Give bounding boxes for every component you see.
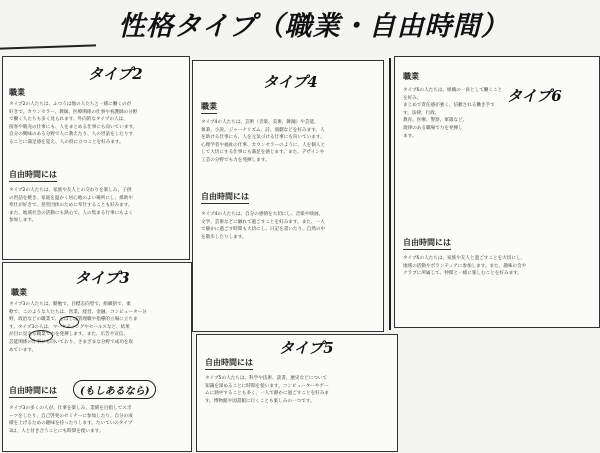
type6-panel: [394, 56, 600, 328]
type3-job-heading: 職業: [11, 288, 27, 297]
type3-label: タイプ3: [75, 269, 130, 287]
type3-free-note: (もしあるなら): [73, 380, 156, 399]
type2-label: タイプ2: [88, 65, 143, 83]
type2-free-text: タイプ2の人たちは、家族や友人との交わりを楽しみ、子供 の世話を焼き、家庭を温かく居心地のよい場所にし、援助や 奉仕が好きで、慈善団体のために奉仕することも好みます。 また、地域社会の活動にも熱心で、人の集まる行事にもよく 参加します。: [9, 188, 133, 224]
type4-job-text: タイプ4の人たちは、芸術（音楽、美術、舞踊）や芸能、 執筆、小説、ジャーナリズム、詩、演劇などを好みます。人 を助ける仕事にも、人を元気づける仕事にも向いています。 心理学者や福祉の仕事、カウンセラーのように、人を個人と して大切にする仕事にも満足を感じます。また、デザインや 工芸の分野でも力を発揮します。: [201, 120, 326, 163]
type4-label: タイプ4: [263, 73, 318, 91]
type2-free-heading: 自由時間には: [9, 169, 57, 182]
type3-job-text: タイプ3の人たちは、勤勉で、目標志向型で、組織的で、柔 軟で、このような人たちは、営業、経営、金融、コンピューター分 野、政治などの職業で、しばしば管理職や指導的立場に立ちま す。タイプ3の人は、マーケティングやセールスなど、結果 が目に見える職業で力を発揮します。また、広告や宣伝、 芸能関係の仕事にも向いており、さまざまな分野で成功を収 めています。: [9, 302, 147, 353]
type4-free-text: タイプ4の人たちは、自分の感情を大切にし、音楽や映画、 文学、芸術などに触れて過ごすことを好みます。また、一人 で静かに過ごす時間も大切にし、日記を書いたり、自然の中 を散歩したりします。: [201, 212, 326, 240]
type4-panel: [192, 60, 384, 332]
type3-panel: [2, 262, 192, 452]
handdrawn-divider: [389, 58, 391, 330]
type6-job-heading: 職業: [403, 72, 419, 81]
type5-label: タイプ5: [279, 339, 334, 357]
type3-free-text: タイプ3の多くの人が、仕事を楽しみ、業績を目指してスポ ーツをしたり、自己啓発のセミナーに参加したり、自分の成 績を上げるための趣味を持ったりします。たいていのタイプ 3は、人と付き合うことにも時間を使います。: [9, 406, 133, 434]
type2-job-text: タイプ2の人たちは、ふつうは他の人たちと一緒に働くのが 好きで、カウンセラー、教師、医療関係の仕事や看護師の分野 で働く人たちも多く見られます。外向的なタイプの人は、 接客や販売の仕事にも、人をまとめる仕事にも向いています。 自分の興味のある分野で人に教えたり、人の世話をしたりす ることに満足感を覚え、人の役に立つことを好みます。: [9, 102, 138, 145]
type2-job-heading: 職業: [9, 88, 25, 97]
type5-panel: [196, 334, 398, 452]
type6-free-heading: 自由時間には: [403, 237, 451, 250]
title-underline: [0, 44, 96, 49]
page-title: 性格タイプ（職業・自由時間）: [118, 11, 509, 42]
circled-word-mark: [29, 330, 53, 342]
circled-word-mark: [59, 316, 79, 328]
type3-free-heading: 自由時間には: [9, 385, 57, 398]
type4-job-heading: 職業: [201, 101, 217, 114]
type2-panel: [2, 56, 190, 260]
type6-label: タイプ6: [507, 87, 562, 105]
type4-free-heading: 自由時間には: [201, 191, 249, 204]
type6-job-text: タイプ6の人たちは、組織の一員として働くことを好み、 まじめで責任感が強く、信頼される働き手です。法律、行政、 教育、医療、警察、軍隊など、 規律のある職場で力を発揮し ます。: [403, 88, 503, 139]
type6-free-text: タイプ6の人たちは、家族や友人と過ごすことを大切にし、 地域の活動やボランティアに参加します。また、趣味の会や クラブに所属して、仲間と一緒に楽しむことを好みます。: [403, 256, 527, 277]
type5-free-text: タイプ5の人たちは、科学や技術、読書、歴史などについて 知識を深めることに時間を使います。コンピューターやゲー ムに熱中することも多く、一人で静かに過ごすことを好みま す。博物館や図書館に行くことも楽しみの一つです。: [205, 376, 329, 404]
type5-free-heading: 自由時間には: [205, 357, 253, 370]
